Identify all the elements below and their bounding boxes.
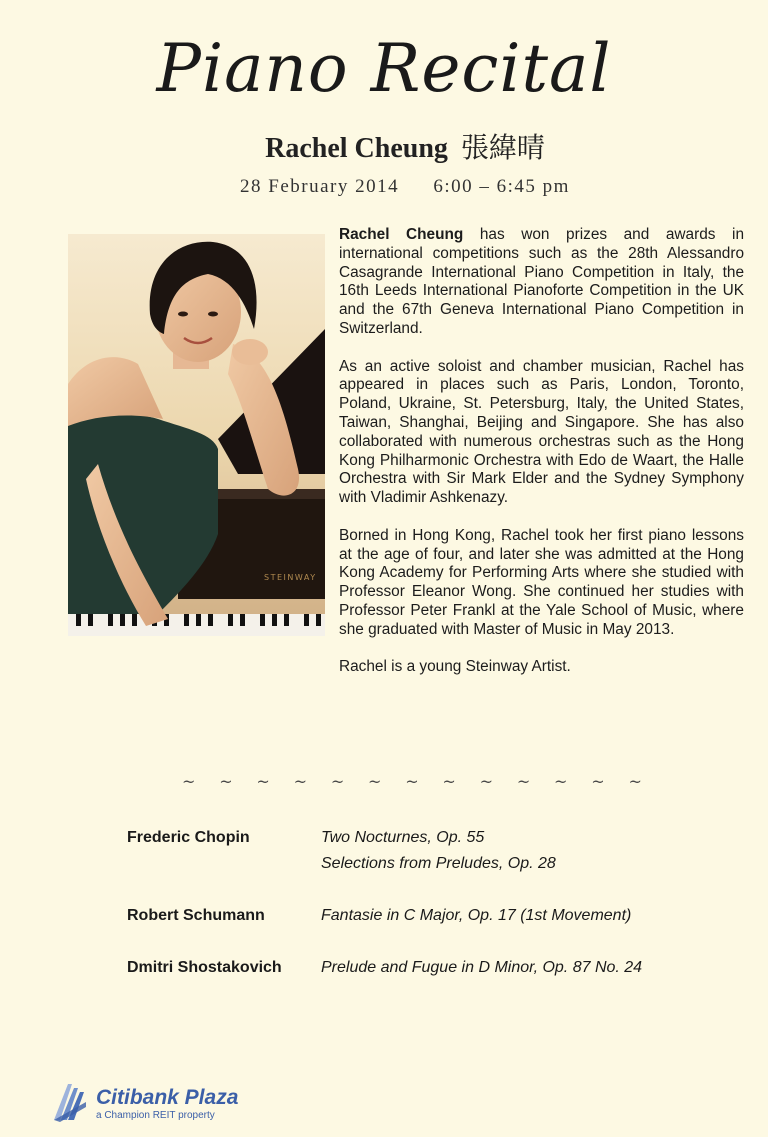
program-entry-shostakovich [127,958,687,984]
program-spacer [127,932,687,958]
divider-tilde: ~ [368,772,382,791]
bio-paragraph-4: Rachel is a young Steinway Artist. [339,658,571,676]
performer-photo [68,234,325,636]
program-work: Prelude and Fugue in D Minor, Op. 87 No. 24 [321,959,643,976]
performer-heading [0,126,768,166]
program-entry-chopin [127,828,687,854]
recital-datetime [0,176,768,198]
divider-tilde: ~ [442,772,456,791]
program-entry-chopin-2 [127,854,687,880]
divider-tilde: ~ [554,772,568,791]
divider-tilde: ~ [182,772,196,791]
composer-name: Frederic Chopin [127,829,250,846]
recital-date: 28 February 2014 [240,176,400,197]
composer-name: Robert Schumann [127,907,265,924]
logo-tagline: a Champion REIT property [96,1110,215,1121]
page-title: Piano Recital [156,30,612,107]
bio-paragraph-1 [339,226,744,339]
bio-lead-name: Rachel Cheung [339,226,464,243]
bio-paragraph-1-text: has won prizes and awards in international competitions such as the 28th Alessandro Casagrande International Piano Competition in Italy, the 16th Leeds International Pianoforte Competition in the UK and the 67th Geneva International Piano Competition in Switzerland. [339,226,745,337]
recital-program [127,828,687,984]
divider-tilde: ~ [293,772,308,791]
divider-tilde: ~ [256,772,270,791]
recital-time: 6:00 – 6:45 pm [433,176,570,197]
divider-tilde: ~ [405,772,419,791]
composer-name: Dmitri Shostakovich [127,959,282,976]
piano-brand-text: STEINWAY [264,573,317,582]
program-work: Selections from Preludes, Op. 28 [321,855,556,872]
tilde-divider [182,772,642,791]
divider-tilde: ~ [516,772,531,791]
performer-name-chinese: 張緯晴 [460,131,545,164]
program-work: Two Nocturnes, Op. 55 [321,829,485,846]
divider-tilde: ~ [219,772,233,791]
performer-biography [339,226,744,696]
performer-name: Rachel Cheung [265,133,448,164]
citibank-plaza-logo-icon [52,1080,92,1124]
divider-tilde: ~ [591,772,605,791]
bio-paragraph-3: Borned in Hong Kong, Rachel took her first piano lessons at the age of four, and later she was admitted at the Hong Kong Academy for Performing Arts where she studied with Professor Eleanor Wong. She continued her studies with Professor Peter Frankl at the Yale School of Music, where she graduated with Master of Music in May 2013. [339,526,744,638]
bio-paragraph-2: As an active soloist and chamber musician, Rachel has appeared in places such as Paris, London, Toronto, Poland, Ukraine, St. Petersburg, Italy, the United States, Taiwan, Shanghai, Beijing and Singapore. She has also collaborated with numerous orchestras such as the Hong Kong Philharmonic Orchestra with Edo de Waart, the Halle Orchestra with Sir Mark Elder and the Sydney Symphony with Vladimir Ashkenazy. [339,357,744,507]
divider-tilde: ~ [628,772,642,791]
logo-name: Citibank Plaza [96,1086,239,1109]
performer-portrait-image [68,234,325,636]
program-work: Fantasie in C Major, Op. 17 (1st Movement) [321,907,632,924]
program-entry-schumann [127,906,687,932]
program-spacer [127,880,687,906]
divider-tilde: ~ [330,772,345,791]
sponsor-logo [52,1080,282,1125]
divider-tilde: ~ [479,772,494,791]
